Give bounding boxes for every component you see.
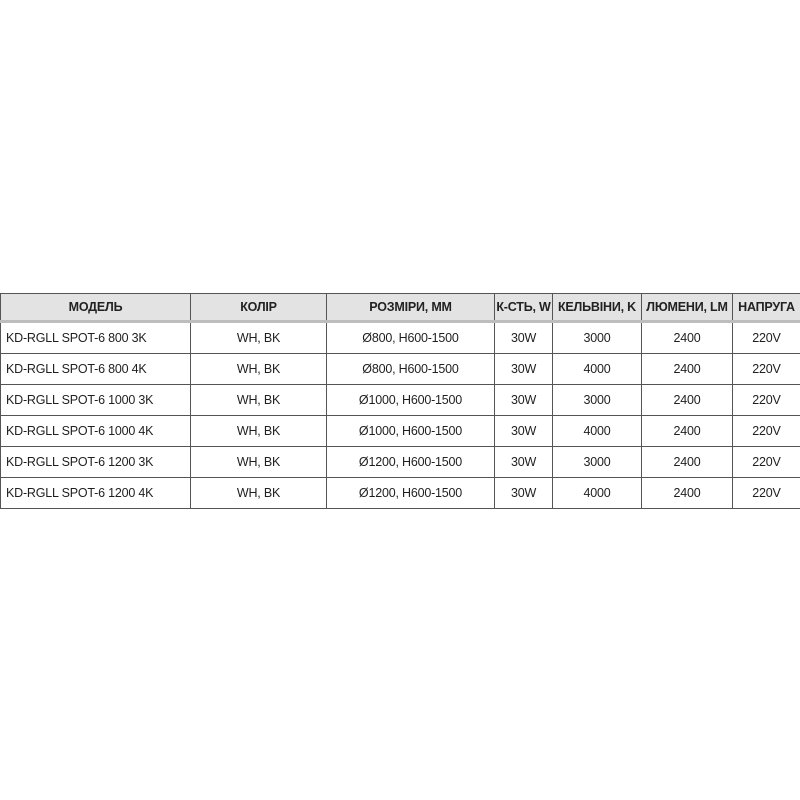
table-row bbox=[1, 447, 800, 478]
cell-kelvin: 4000 bbox=[553, 416, 642, 447]
cell-model: KD-RGLL SPOT-6 1200 3K bbox=[1, 447, 191, 478]
cell-dimensions: Ø1200, H600-1500 bbox=[327, 447, 495, 478]
cell-power: 30W bbox=[495, 447, 553, 478]
cell-color: WH, BK bbox=[191, 447, 327, 478]
cell-dimensions: Ø800, H600-1500 bbox=[327, 322, 495, 354]
cell-lumens: 2400 bbox=[642, 416, 733, 447]
cell-lumens: 2400 bbox=[642, 478, 733, 509]
cell-power: 30W bbox=[495, 478, 553, 509]
header-dimensions: РОЗМІРИ, ММ bbox=[327, 294, 495, 322]
cell-model: KD-RGLL SPOT-6 1000 4K bbox=[1, 416, 191, 447]
cell-dimensions: Ø1000, H600-1500 bbox=[327, 385, 495, 416]
cell-lumens: 2400 bbox=[642, 322, 733, 354]
cell-voltage: 220V bbox=[733, 447, 800, 478]
cell-model: KD-RGLL SPOT-6 800 3K bbox=[1, 322, 191, 354]
cell-voltage: 220V bbox=[733, 354, 800, 385]
table-row bbox=[1, 416, 800, 447]
table-row bbox=[1, 322, 800, 354]
cell-voltage: 220V bbox=[733, 322, 800, 354]
table-header-row bbox=[1, 294, 800, 322]
product-spec-table bbox=[0, 293, 800, 509]
cell-color: WH, BK bbox=[191, 385, 327, 416]
cell-kelvin: 3000 bbox=[553, 447, 642, 478]
cell-dimensions: Ø1000, H600-1500 bbox=[327, 416, 495, 447]
cell-model: KD-RGLL SPOT-6 1000 3K bbox=[1, 385, 191, 416]
cell-dimensions: Ø800, H600-1500 bbox=[327, 354, 495, 385]
cell-model: KD-RGLL SPOT-6 800 4K bbox=[1, 354, 191, 385]
header-lumens: ЛЮМЕНИ, LM bbox=[642, 294, 733, 322]
cell-lumens: 2400 bbox=[642, 354, 733, 385]
header-color: КОЛІР bbox=[191, 294, 327, 322]
cell-kelvin: 4000 bbox=[553, 354, 642, 385]
cell-model: KD-RGLL SPOT-6 1200 4K bbox=[1, 478, 191, 509]
header-model: МОДЕЛЬ bbox=[1, 294, 191, 322]
table-row bbox=[1, 354, 800, 385]
cell-color: WH, BK bbox=[191, 416, 327, 447]
cell-kelvin: 3000 bbox=[553, 322, 642, 354]
cell-color: WH, BK bbox=[191, 322, 327, 354]
cell-power: 30W bbox=[495, 416, 553, 447]
header-voltage: НАПРУГА bbox=[733, 294, 800, 322]
cell-kelvin: 3000 bbox=[553, 385, 642, 416]
table-row bbox=[1, 385, 800, 416]
cell-power: 30W bbox=[495, 385, 553, 416]
table-row bbox=[1, 478, 800, 509]
cell-dimensions: Ø1200, H600-1500 bbox=[327, 478, 495, 509]
cell-color: WH, BK bbox=[191, 478, 327, 509]
cell-power: 30W bbox=[495, 322, 553, 354]
cell-voltage: 220V bbox=[733, 416, 800, 447]
header-power: К-СТЬ, W bbox=[495, 294, 553, 322]
cell-lumens: 2400 bbox=[642, 385, 733, 416]
cell-power: 30W bbox=[495, 354, 553, 385]
header-kelvin: КЕЛЬВІНИ, K bbox=[553, 294, 642, 322]
cell-color: WH, BK bbox=[191, 354, 327, 385]
cell-kelvin: 4000 bbox=[553, 478, 642, 509]
cell-voltage: 220V bbox=[733, 385, 800, 416]
cell-lumens: 2400 bbox=[642, 447, 733, 478]
cell-voltage: 220V bbox=[733, 478, 800, 509]
